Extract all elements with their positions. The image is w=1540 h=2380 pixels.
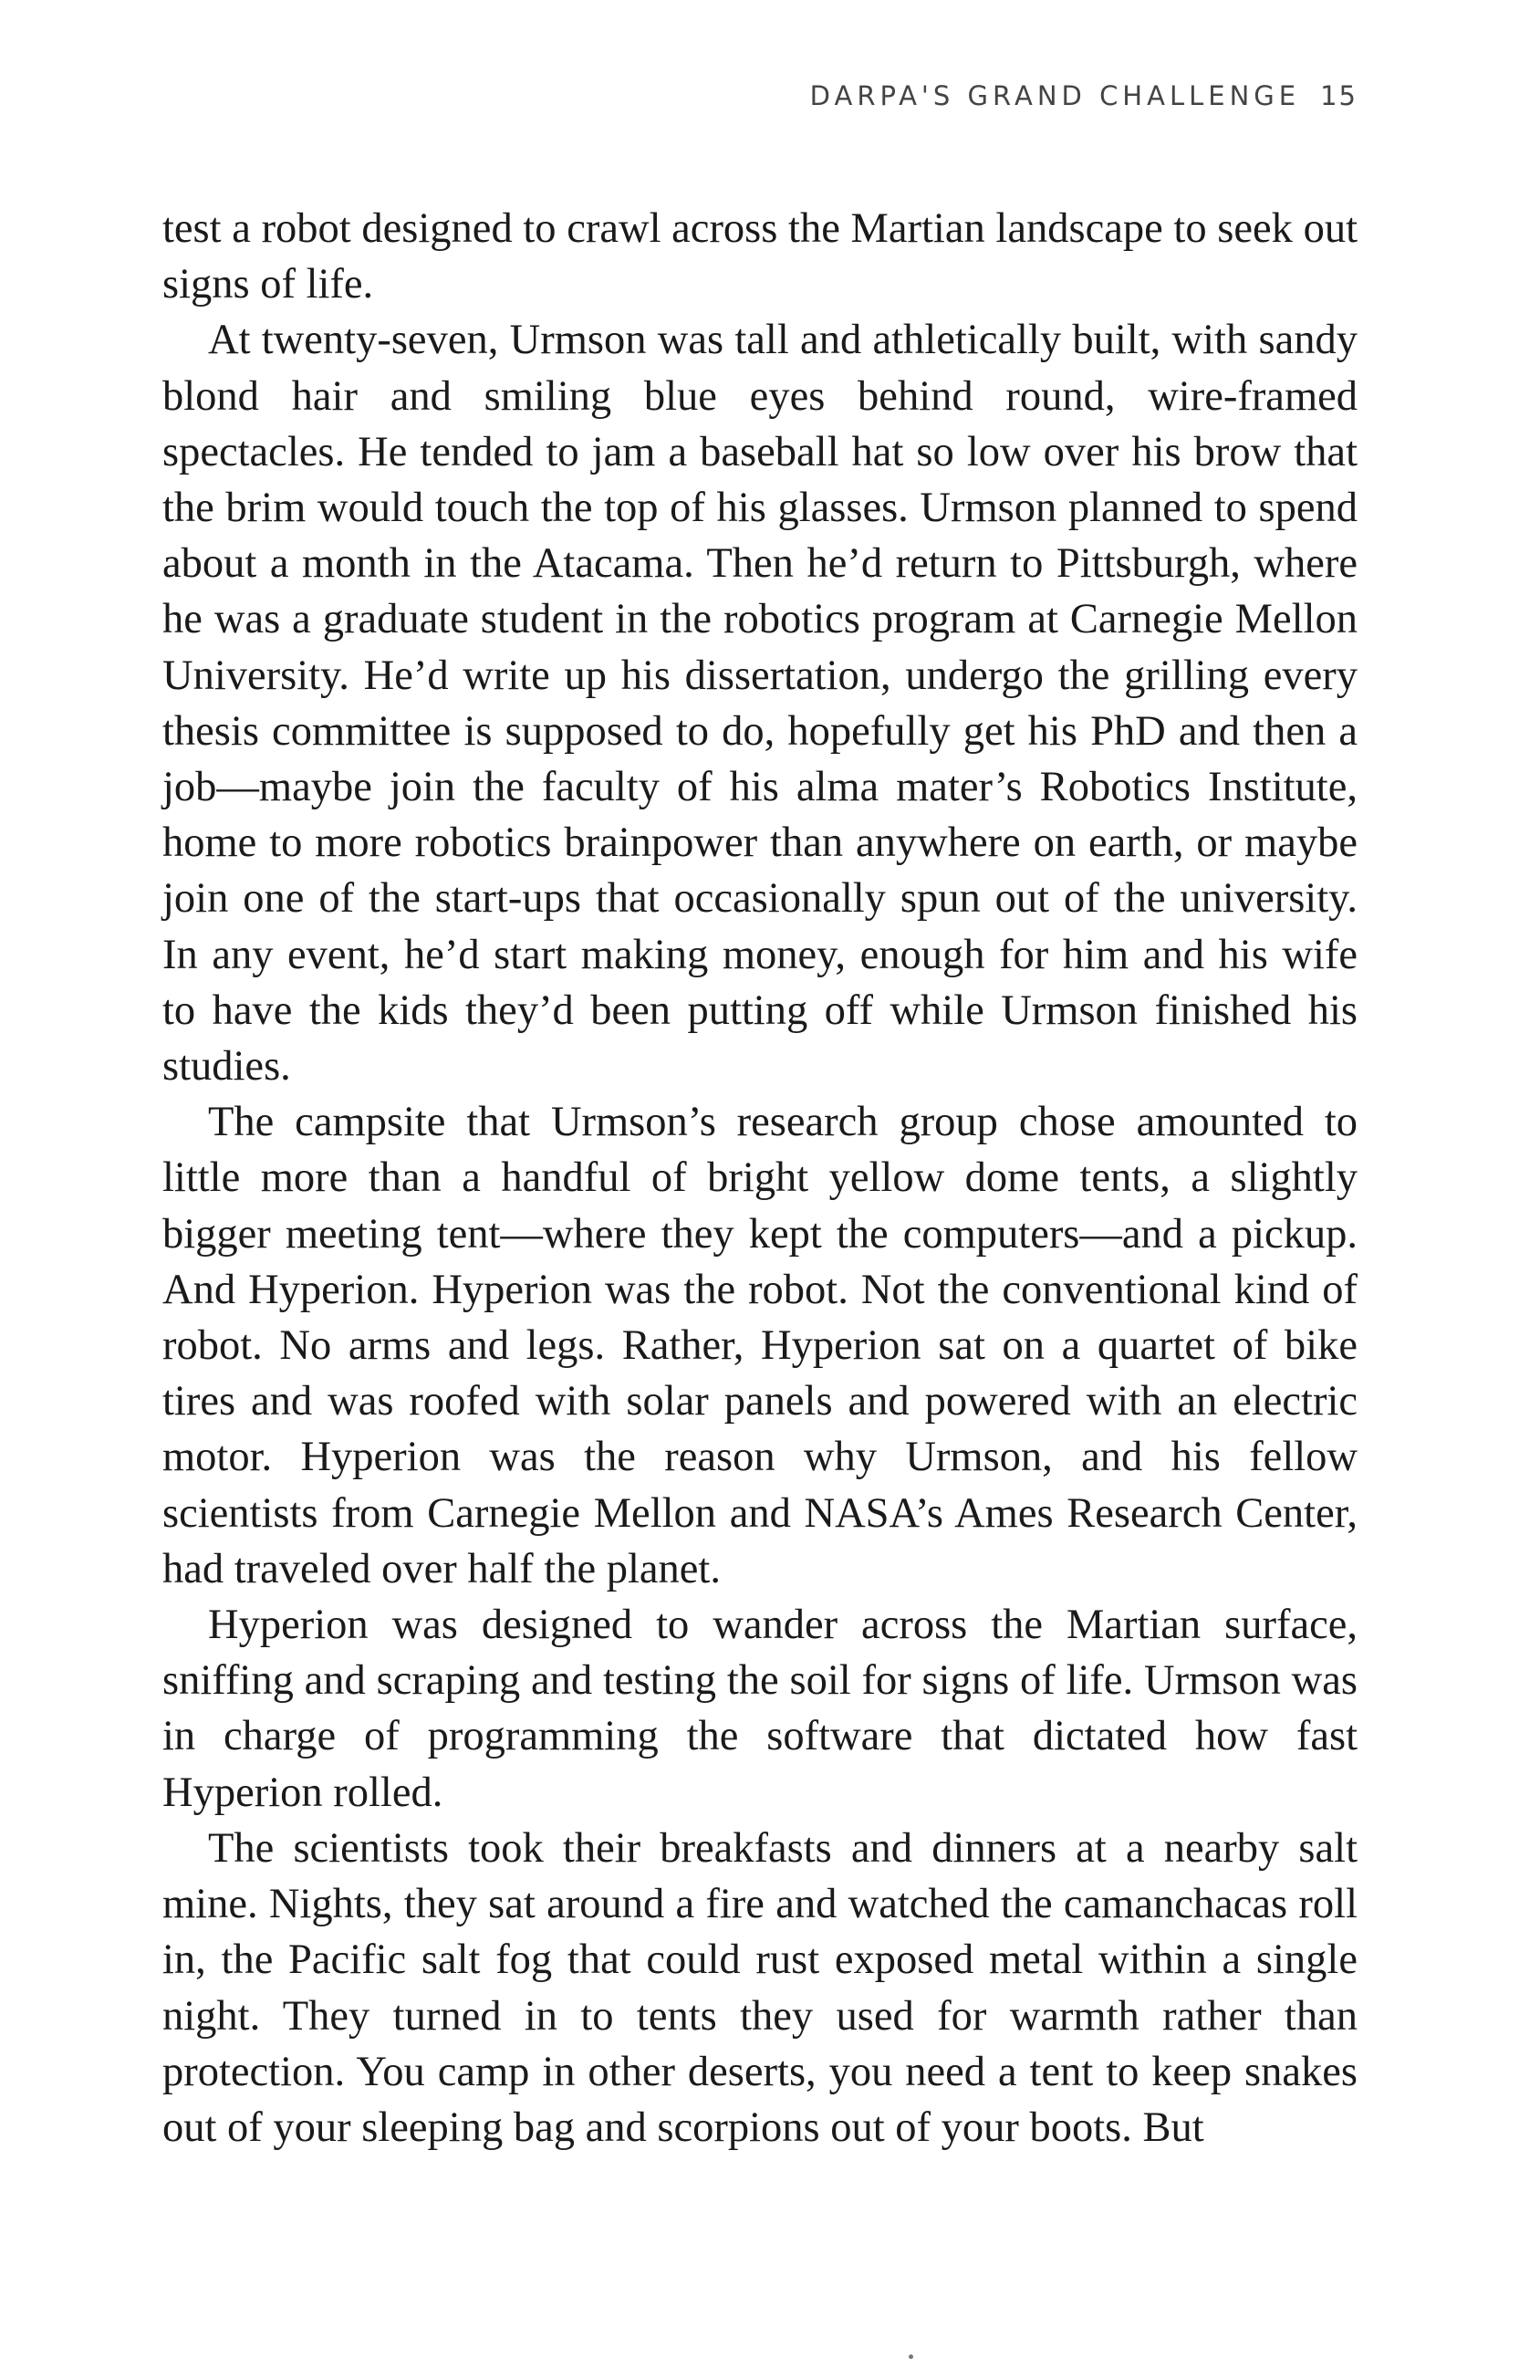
paragraph: The campsite that Urmson’s research group chose amounted to little more than a handful of bright yellow dome tents, a slightly bigger meeting tent—where they kept the computers—and a pickup. And Hyperion. Hyperion was the robot. Not the conventional kind of robot. No arms and legs. Rather, Hyperion sat on a quartet of bike tires and was roofed with solar panels and powered with an electric motor. Hyperion was the reason why Urmson, and his fellow scientists from Carnegie Mellon and NASA’s Ames Research Center, had traveled over half the planet. bbox=[162, 1099, 1358, 1592]
paragraph: Hyperion was designed to wander across the Martian surface, sniffing and scraping and testing the soil for signs of life. Urmson was in charge of programming the software that dictated how fast Hyperion rolled. bbox=[162, 1602, 1358, 1816]
running-head bbox=[810, 80, 1358, 111]
scan-speck bbox=[909, 2354, 913, 2359]
running-title: DARPA'S GRAND CHALLENGE bbox=[809, 80, 1301, 111]
paragraph-continued: test a robot designed to crawl across the Martian landscape to seek out signs of life. bbox=[162, 205, 1358, 308]
body-text bbox=[162, 201, 1358, 2156]
page-number: 15 bbox=[1320, 80, 1358, 111]
paragraph: The scientists took their breakfasts and dinners at a nearby salt mine. Nights, they sat around a fire and watched the camanchacas roll in, the Pacific salt fog that could rust exposed metal within a single night. They turned in to tents they used for warmth rather than protection. You camp in other deserts, you need a tent to keep snakes out of your sleeping bag and scorpions out of your boots. But bbox=[162, 1824, 1358, 2151]
paragraph: At twenty-seven, Urmson was tall and athletically built, with sandy blond hair and smiling blue eyes behind round, wire-framed spectacles. He tended to jam a baseball hat so low over his brow that the brim would touch the top of his glasses. Urmson planned to spend about a month in the Atacama. Then he’d return to Pittsburgh, where he was a graduate student in the robotics program at Carnegie Mellon University. He’d write up his dissertation, undergo the grilling every thesis committee is supposed to do, hopefully get his PhD and then a job—maybe join the faculty of his alma mater’s Robotics Institute, home to more robotics brainpower than anywhere on earth, or maybe join one of the start-ups that occasionally spun out of the university. In any event, he’d start making money, enough for him and his wife to have the kids they’d been putting off while Urmson finished his studies. bbox=[162, 317, 1358, 1091]
